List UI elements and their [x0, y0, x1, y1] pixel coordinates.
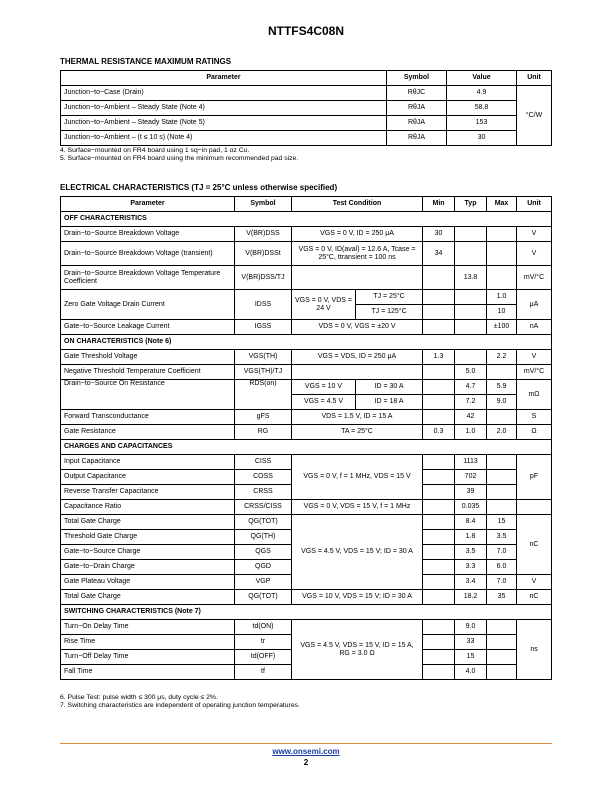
col-header: Min [423, 197, 455, 212]
table-row: Rise Time tr 33 [61, 635, 552, 650]
switching-heading: SWITCHING CHARACTERISTICS (Note 7) [61, 605, 552, 620]
note-5: 5. Surface−mounted on FR4 board using the minimum recommended pad size. [60, 155, 299, 162]
table-row: Gate−to−Source Leakage Current IGSS VDS = 0 V, VGS = ±20 V ±100 nA [61, 320, 552, 335]
table-row: Gate Threshold Voltage VGS(TH) VGS = VDS, ID = 250 μA 1.3 2.2 V [61, 350, 552, 365]
table-row: Drain−to−Source Breakdown Voltage Temperature Coefficient V(BR)DSS/TJ 13.8 mV/°C [61, 266, 552, 290]
col-header: Symbol [235, 197, 292, 212]
table-row: Total Gate Charge QG(TOT) VGS = 4.5 V, VDS = 15 V; ID = 30 A 8.4 15 nC [61, 515, 552, 530]
page-title: NTTFS4C08N [267, 24, 344, 38]
table-row: Fall Time tf 4.0 [61, 665, 552, 680]
note-4: 4. Surface−mounted on FR4 board using 1 sq−in pad, 1 oz Cu. [60, 147, 250, 154]
col-header: Parameter [61, 197, 235, 212]
table-row: Gate Resistance RG TA = 25°C 0.3 1.0 2.0 Ω [61, 425, 552, 440]
table-row: Turn−On Delay Time td(ON) VGS = 4.5 V, VDS = 15 V, ID = 15 A, RG = 3.0 Ω 9.0 ns [61, 620, 552, 635]
table-row: Junction−to−Ambient – Steady State (Note 5) RθJA 153 [61, 116, 552, 131]
col-header: Max [487, 197, 517, 212]
col-header: Test Condition [292, 197, 423, 212]
col-header: Unit [517, 71, 552, 86]
thermal-unit: °C/W [517, 86, 552, 146]
table-row: Drain−to−Source Breakdown Voltage (transient) V(BR)DSSt VGS = 0 V, ID(aval) = 12.6 A, Tcase = 25°C, ttransient = 100 ns 34 V [61, 242, 552, 266]
col-header: Symbol [387, 71, 447, 86]
note-6: 6. Pulse Test: pulse width ≤ 300 μs, duty cycle ≤ 2%. [60, 694, 218, 701]
table-row: Input Capacitance CISS VGS = 0 V, f = 1 MHz, VDS = 15 V 1113 pF [61, 455, 552, 470]
page-number: 2 [303, 758, 309, 767]
table-row: Capacitance Ratio CRSS/CISS VGS = 0 V, VDS = 15 V, f = 1 MHz 0.035 [61, 500, 552, 515]
thermal-table [60, 70, 552, 146]
table-row: Output Capacitance COSS 702 [61, 470, 552, 485]
table-row: Drain−to−Source On Resistance RDS(on) VGS = 10 V ID = 30 A 4.7 5.9 mΩ [61, 380, 552, 395]
table-row: Forward Transconductance gFS VDS = 1.5 V, ID = 15 A 42 S [61, 410, 552, 425]
table-row: Junction−to−Case (Drain) RθJC 4.9 °C/W [61, 86, 552, 101]
charges-heading: CHARGES AND CAPACITANCES [61, 440, 552, 455]
col-header: Typ [455, 197, 487, 212]
on-characteristics-heading: ON CHARACTERISTICS (Note 6) [61, 335, 552, 350]
table-row: Total Gate Charge QG(TOT) VGS = 10 V, VDS = 15 V; ID = 30 A 18.2 35 nC [61, 590, 552, 605]
table-row: Turn−Off Delay Time td(OFF) 15 [61, 650, 552, 665]
table-row: Gate−to−Drain Charge QGD 3.3 6.0 [61, 560, 552, 575]
table-row: Zero Gate Voltage Drain Current IDSS VGS = 0 V, VDS = 24 V TJ = 25°C 1.0 μA [61, 290, 552, 305]
table-row: Gate−to−Source Charge QGS 3.5 7.0 [61, 545, 552, 560]
note-7: 7. Switching characteristics are independent of operating junction temperatures. [60, 702, 300, 709]
table-row: Junction−to−Ambient – (t ≤ 10 s) (Note 4) RθJA 30 [61, 131, 552, 146]
table-row: Threshold Gate Charge QG(TH) 1.8 3.5 [61, 530, 552, 545]
table-row: TJ = 125°C 10 [61, 305, 552, 320]
footer-link[interactable]: www.onsemi.com [272, 747, 340, 756]
table-row: Negative Threshold Temperature Coefficient VGS(TH)/TJ 5.0 mV/°C [61, 365, 552, 380]
table-row: Junction−to−Ambient – Steady State (Note 4) RθJA 58.8 [61, 101, 552, 116]
footer-divider [60, 743, 552, 744]
col-header: Parameter [61, 71, 387, 86]
electrical-table [60, 196, 552, 680]
col-header: Value [447, 71, 517, 86]
table-row: Gate Plateau Voltage VGP 3.4 7.0 V [61, 575, 552, 590]
table-row: VGS = 4.5 V ID = 18 A 7.2 9.0 [61, 395, 552, 410]
off-characteristics-heading: OFF CHARACTERISTICS [61, 212, 552, 227]
electrical-section-title: ELECTRICAL CHARACTERISTICS (TJ = 25°C unless otherwise specified) [60, 183, 338, 192]
thermal-section-title: THERMAL RESISTANCE MAXIMUM RATINGS [60, 57, 232, 66]
table-row: Reverse Transfer Capacitance CRSS 39 [61, 485, 552, 500]
table-row: Drain−to−Source Breakdown Voltage V(BR)DSS VGS = 0 V, ID = 250 μA 30 V [61, 227, 552, 242]
col-header: Unit [517, 197, 552, 212]
